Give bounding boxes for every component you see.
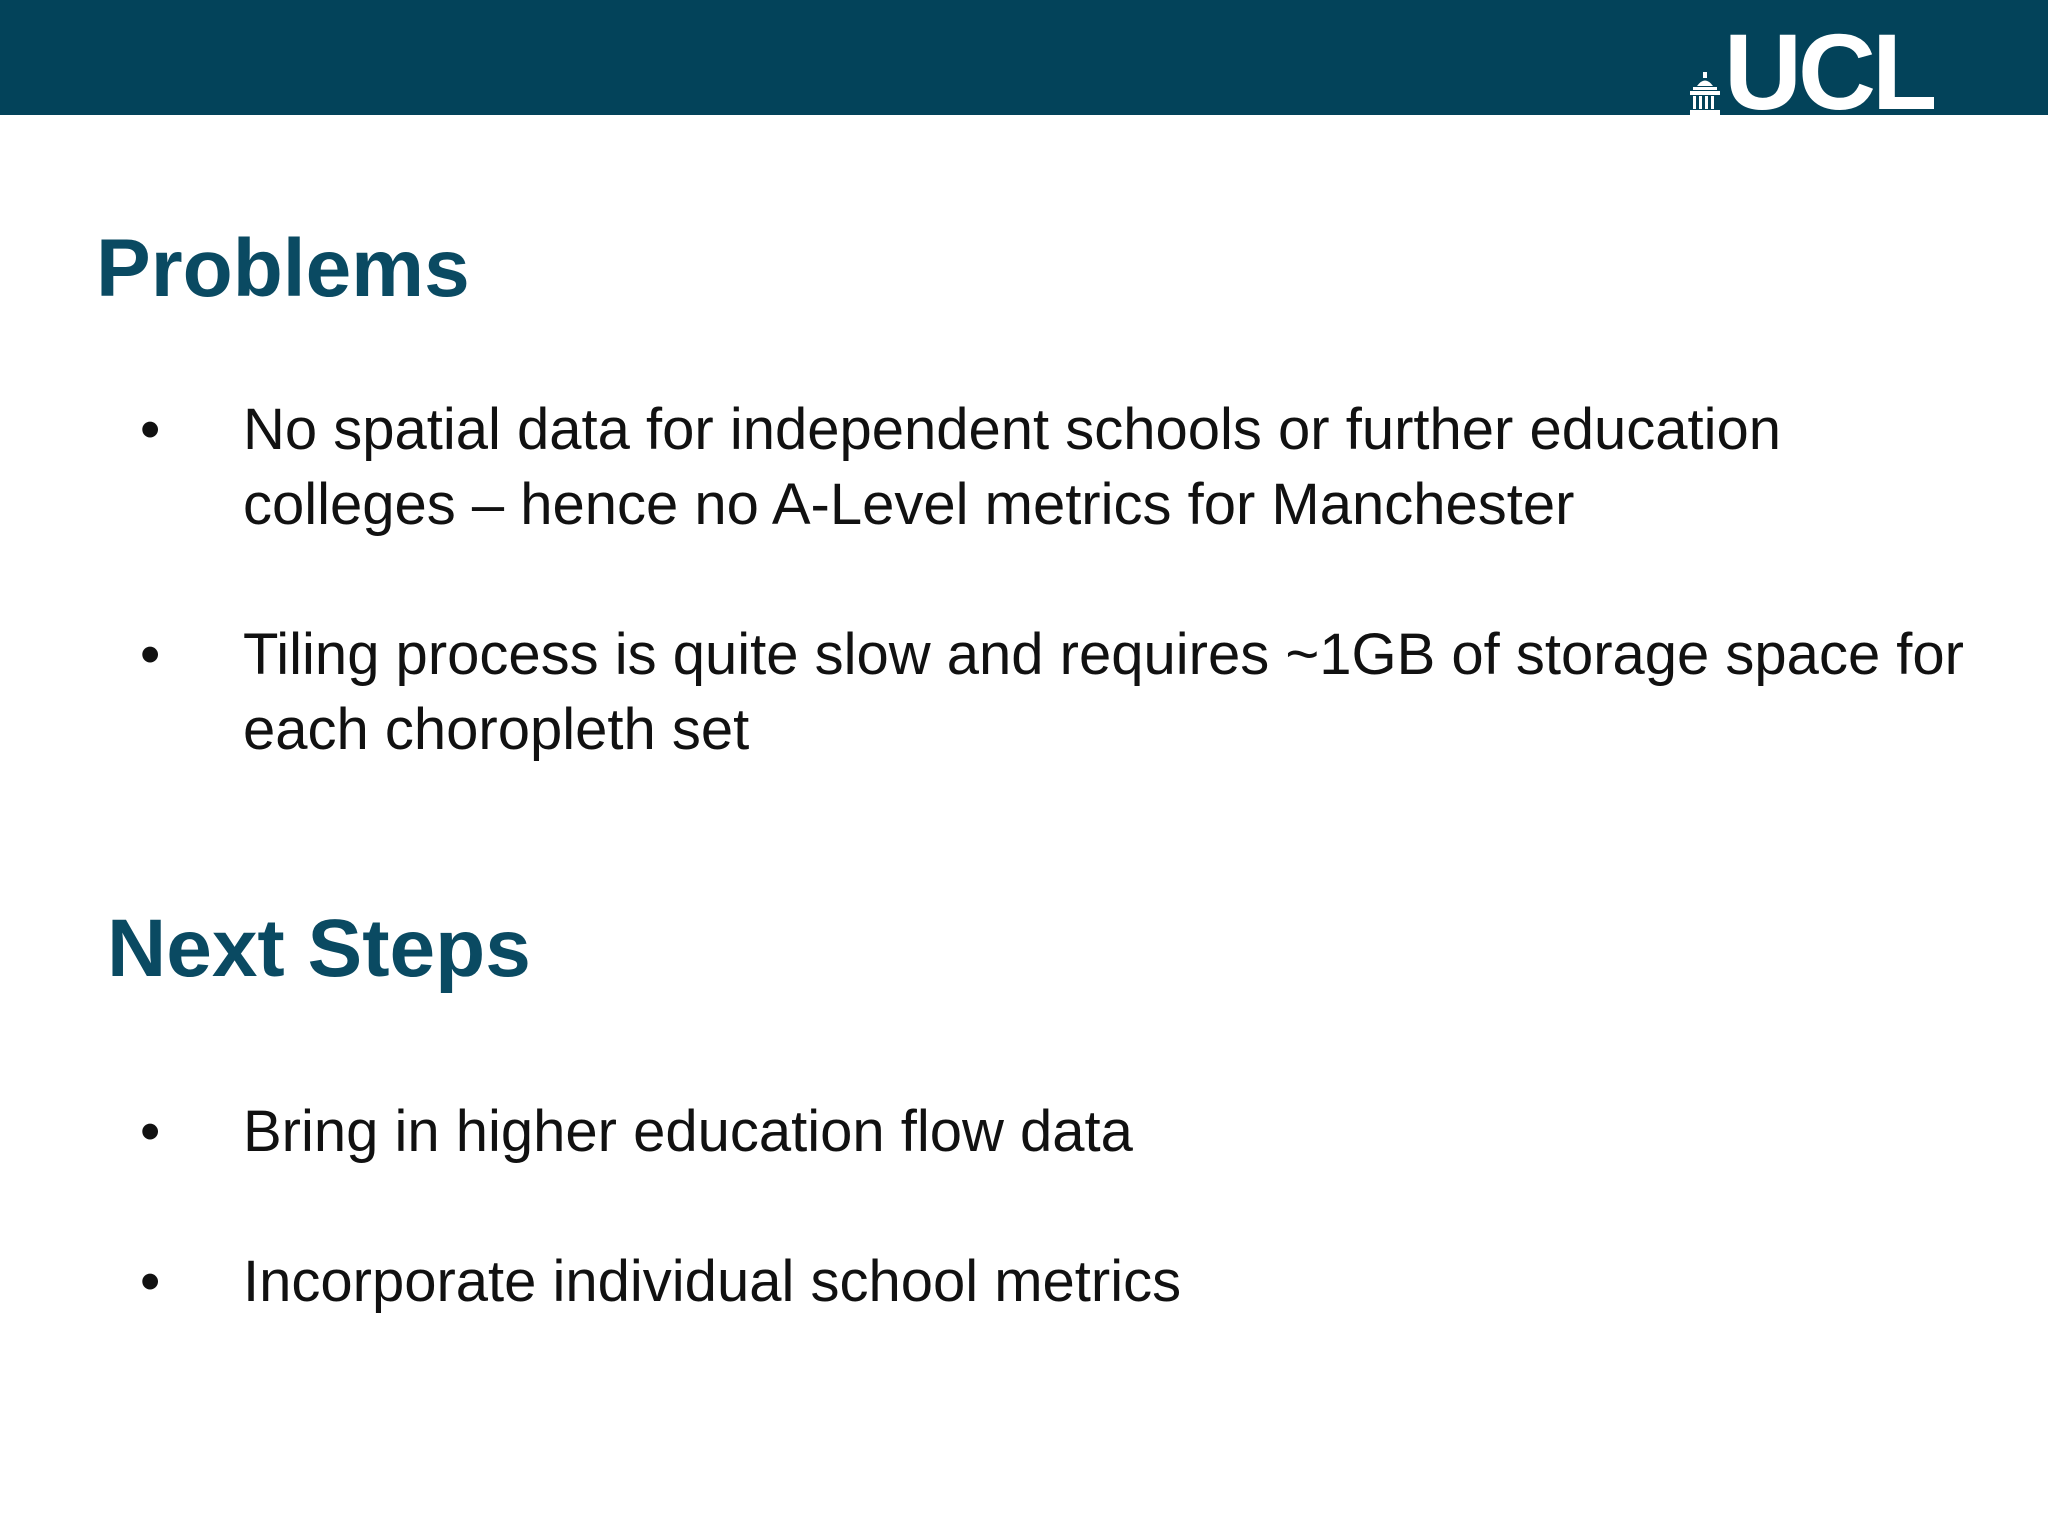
bullet-text: Tiling process is quite slow and requires ~1GB of storage space for each choropleth set [243,622,1964,762]
list-item [140,392,2000,542]
ucl-logo [1690,28,1934,116]
section-title-problems: Problems [96,223,470,314]
bullet-icon: • [140,1249,161,1314]
bullet-icon: • [140,397,161,462]
bullet-text: Bring in higher education flow data [243,1099,1133,1164]
bullet-icon: • [140,622,161,687]
problems-list [140,392,2000,767]
list-item [140,1094,2000,1169]
list-item [140,617,2000,767]
logo-text: UCL [1724,28,1934,116]
bullet-text: No spatial data for independent schools or further education colleges – hence no A-Level metrics for Manchester [243,397,1781,537]
list-item [140,1244,2000,1319]
bullet-text: Incorporate individual school metrics [243,1249,1182,1314]
portico-icon [1690,72,1720,116]
header-bar [0,0,2048,115]
bullet-icon: • [140,1099,161,1164]
section-title-next-steps: Next Steps [107,903,531,994]
next-steps-list [140,1094,2000,1319]
